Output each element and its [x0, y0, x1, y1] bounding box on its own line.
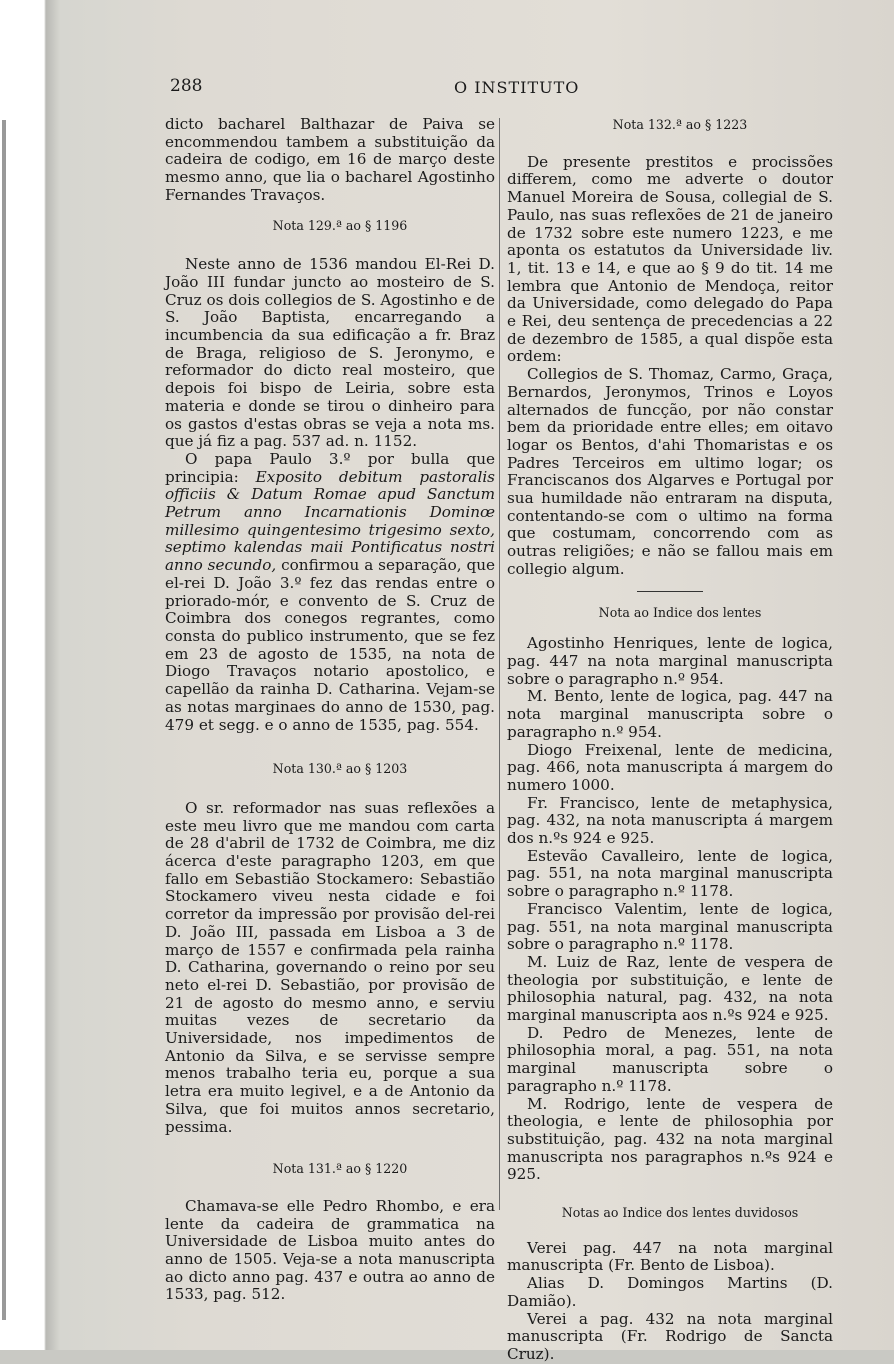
note-129-p2-before: O papa Paulo 3.º por bulla que principia:: [165, 449, 495, 486]
indice-entry: Agostinho Henriques, lente de logica, pag. 447 na nota marginal manuscripta sobre o paragrapho n.º 954.: [507, 634, 833, 688]
note-132-heading: Nota 132.ª ao § 1223: [612, 117, 748, 132]
indice-heading: Nota ao Indice dos lentes: [598, 604, 762, 620]
duvidosos-entry: Alias D. Domingos Martins (D. Damião).: [507, 1274, 833, 1310]
running-title: O INSTITUTO: [454, 78, 580, 97]
indice-entry: M. Luiz de Raz, lente de vespera de theologia por substituição, e lente de philosophia natural, pag. 432, na nota marginal manuscripta aos n.ºs 924 e 925.: [507, 952, 833, 1025]
note-129-p1-before: Neste anno de 1536 mandou El-Rei D. João: [165, 255, 495, 291]
indice-entry: M. Bento, lente de logica, pag. 447 na nota marginal manuscripta sobre o paragrapho n.º 954.: [507, 687, 833, 741]
note-132-paragraph-2: Collegios de S. Thomaz, Carmo, Graça, Bernardos, Jeronymos, Trinos e Loyos alternados de funcção, por não constar bem da prioridade entre elles; em oitavo logar os Bentos, d'ahi Thomaristas e os Padres Terceiros em ultimo logar; os Franciscanos dos Algarves e Portugal por sua humildade não entraram na disputa, contentando-se com o ultimo na forma que costumam, concorrendo com as outras religiões; e não se fallou mais em collegio algum.: [507, 365, 833, 578]
note-130-p1-roman: III: [235, 922, 254, 941]
note-130-p1-b: , passada em Lisboa a 3 de março de 1557 e confirmada pela rainha D. Catharina, governando o reino por seu neto el-rei D. Sebastião, por provisão de 21 de agosto do mesmo anno, e serviu muitas vezes de secretario da Universidade, nos impedimentos de Antonio da Silva, e se servisse sempre menos trabalho teria eu, porque a sua letra era muito legivel, e a de Antonio da Silva, que foi muitos annos secretario, pessima.: [165, 922, 495, 1136]
note-129-p1-after: fundar juncto ao mosteiro de S. Cruz os dois collegios de S. Agostinho e de S. João Baptista, encarregando a incumbencia da sua edificação a fr. Braz de Braga, religioso de S. Jeronymo, e reformador do dicto real mosteiro, que depois foi bispo de Leiria, sobre esta materia e donde se tirou o dinheiro para os gastos d'estas obras se veja a nota ms. que já fiz a pag. 537 ad. n. 1152.: [165, 272, 496, 451]
note-129-paragraph-1: [165, 256, 495, 451]
note-132-paragraph-1: De presente prestitos e procissões differem, como me adverte o doutor Manuel Moreira de Sousa, collegial de S. Paulo, nas suas reflexões de 21 de janeiro de 1732 sobre este numero 1223, e me aponta os estatutos da Universidade liv. 1, tit. 13 e 14, e que ao § 9 do tit. 14 me lembra que Antonio de Mendoça, reitor da Universidade, como delegado do Papa e Rei, deu sentença de precedencias a 22 de dezembro de 1585, a qual dispõe esta ordem:: [507, 152, 833, 366]
indice-entry: Francisco Valentim, lente de logica, pag. 551, na nota marginal manuscripta sobre o paragrapho n.º 1178.: [507, 899, 833, 954]
duvidosos-heading: Notas ao Indice dos lentes duvidosos: [561, 1205, 799, 1221]
section-rule: [637, 591, 703, 592]
note-129-p2-italic: Exposito debitum pastoralis officiis & Datum Romae apud Sanctum Petrum anno Incarnationis Dominœ millesimo quingentesimo trigesimo sexto, septimo kalendas maii Pontificatus nostri anno secundo,: [165, 467, 495, 575]
page-header: [170, 76, 830, 100]
note-130-p1-a: O sr. reformador nas suas reflexões a este meu livro que me mandou com carta de 28 d'abril de 1732 de Coimbra, me diz ácerca d'este paragrapho 1203, em que fallo em Sebastião Stockamero: Sebastião Stockamero viveu nesta cidade e foi corretor da impressão por provisão del-rei D. João: [165, 798, 495, 941]
note-129-p2-after: confirmou a separação, que el-rei D. João 3.º fez das rendas entre o priorado-mór, e convento de S. Cruz de Coimbra dos conegos regrantes, como consta do publico instrumento, que se fez em 23 de agosto de 1535, na nota de Diogo Travaços notario apostolico, e capellão da rainha D. Catharina. Vejam-se as notas marginaes do anno de 1530, pag. 479 et segg. e o anno de 1535, pag. 554.: [165, 556, 495, 734]
indice-entry: D. Pedro de Menezes, lente de philosophia moral, a pag. 551, na nota marginal manuscripta sobre o paragrapho n.º 1178.: [507, 1023, 833, 1095]
note-131-paragraph-1: Chamava-se elle Pedro Rhombo, e era lente da cadeira de grammatica na Universidade de Lisboa muito antes do anno de 1505. Veja-se a nota manuscripta ao dicto anno pag. 437 e outra ao anno de 1533, pag. 512.: [165, 1196, 495, 1304]
binding-shadow: [2, 120, 6, 1320]
duvidosos-entry: Verei a pag. 432 na nota marginal manuscripta (Fr. Rodrigo de Sancta Cruz).: [507, 1309, 833, 1363]
column-divider: [499, 118, 500, 1210]
duvidosos-entries: [507, 1240, 833, 1364]
note-129-heading: Nota 129.ª ao § 1196: [272, 217, 408, 233]
indice-entries: [507, 635, 833, 1184]
page-number: 288: [170, 76, 203, 96]
right-column: [507, 116, 833, 1364]
indice-entry: Fr. Francisco, lente de metaphysica, pag. 432, na nota manuscripta á margem dos n.ºs 924 e 925.: [507, 793, 833, 848]
indice-entry: M. Rodrigo, lente de vespera de theologia, e lente de philosophia por substituição, pag. 432 na nota marginal manuscripta nos paragraphos n.ºs 924 e 925.: [507, 1094, 833, 1184]
indice-entry: Diogo Freixenal, lente de medicina, pag. 466, nota manuscripta á margem do numero 1000.: [507, 740, 833, 794]
intro-paragraph: dicto bacharel Balthazar de Paiva se encommendou tambem a substituição da cadeira de codigo, em 16 de março deste mesmo anno, que lia o bacharel Agostinho Fernandes Travaços.: [165, 115, 495, 204]
left-column: [165, 116, 495, 1304]
note-131-heading: Nota 131.ª ao § 1220: [272, 1161, 408, 1177]
duvidosos-entry: Verei pag. 447 na nota marginal manuscripta (Fr. Bento de Lisboa).: [507, 1238, 833, 1275]
indice-entry: Estevão Cavalleiro, lente de logica, pag. 551, na nota marginal manuscripta sobre o paragrapho n.º 1178.: [507, 846, 833, 901]
note-129-p1-roman: III: [207, 272, 226, 291]
note-130-heading: Nota 130.ª ao § 1203: [272, 761, 408, 777]
note-129-paragraph-2: [165, 451, 495, 734]
page-left-margin: [0, 0, 44, 1350]
note-130-paragraph-1: [165, 800, 495, 1136]
